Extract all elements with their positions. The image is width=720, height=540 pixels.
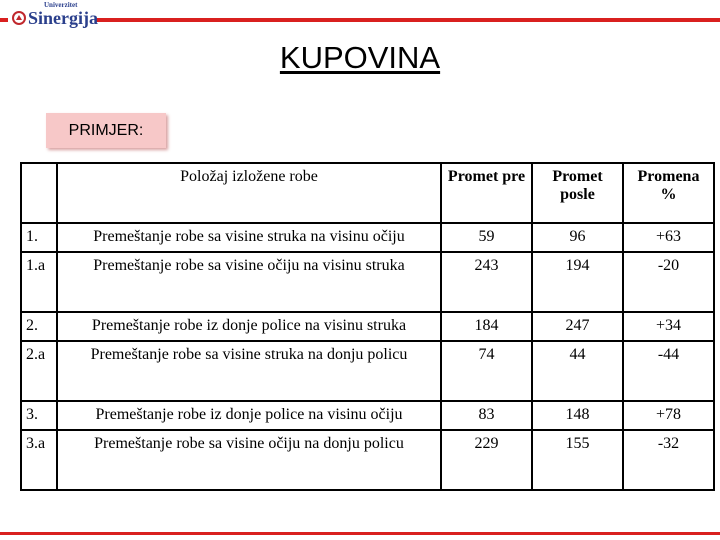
table-row: [21, 430, 714, 490]
row-description: Premeštanje robe sa visine struka na visinu očiju: [57, 223, 441, 252]
sales-before: 59: [441, 223, 532, 252]
university-logo: [12, 1, 98, 31]
sales-before: 229: [441, 430, 532, 490]
sales-after: 247: [532, 312, 623, 341]
header-cell: Promet posle: [532, 163, 623, 223]
table-row: [21, 312, 714, 341]
logo-small-text: Univerzitet: [44, 1, 78, 9]
row-description: Premeštanje robe iz donje police na visinu očiju: [57, 401, 441, 430]
sales-after: 148: [532, 401, 623, 430]
change-percent: -20: [623, 252, 714, 312]
row-number: 1.: [21, 223, 57, 252]
header-rule-left: [0, 18, 8, 22]
row-number: 1.a: [21, 252, 57, 312]
row-description: Premeštanje robe iz donje police na visinu struka: [57, 312, 441, 341]
change-percent: -44: [623, 341, 714, 401]
change-percent: +63: [623, 223, 714, 252]
sales-after: 155: [532, 430, 623, 490]
change-percent: +78: [623, 401, 714, 430]
change-percent: -32: [623, 430, 714, 490]
row-description: Premeštanje robe sa visine očiju na donju policu: [57, 430, 441, 490]
header-rule: [95, 18, 720, 22]
row-number: 2.: [21, 312, 57, 341]
sales-before: 83: [441, 401, 532, 430]
slide-title: KUPOVINA: [279, 40, 441, 75]
header-cell: Položaj izložene robe: [57, 163, 441, 223]
change-percent: +34: [623, 312, 714, 341]
table-header-row: [21, 163, 714, 223]
header-cell: [21, 163, 57, 223]
sales-before: 184: [441, 312, 532, 341]
table-row: [21, 341, 714, 401]
sales-before: 74: [441, 341, 532, 401]
row-number: 3.a: [21, 430, 57, 490]
row-number: 2.a: [21, 341, 57, 401]
footer-rule: [0, 532, 720, 535]
header-cell: Promet pre: [441, 163, 532, 223]
table-row: [21, 401, 714, 430]
sales-after: 194: [532, 252, 623, 312]
sales-after: 44: [532, 341, 623, 401]
row-description: Premeštanje robe sa visine očiju na visinu struka: [57, 252, 441, 312]
table-row: [21, 252, 714, 312]
row-description: Premeštanje robe sa visine struka na donju policu: [57, 341, 441, 401]
table-row: [21, 223, 714, 252]
logo-name: Sinergija: [28, 8, 98, 28]
header-cell: Promena %: [623, 163, 714, 223]
data-table: [20, 162, 715, 491]
row-number: 3.: [21, 401, 57, 430]
sales-before: 243: [441, 252, 532, 312]
example-label: PRIMJER:: [46, 113, 166, 148]
logo-emblem-icon: [12, 11, 26, 25]
sales-after: 96: [532, 223, 623, 252]
